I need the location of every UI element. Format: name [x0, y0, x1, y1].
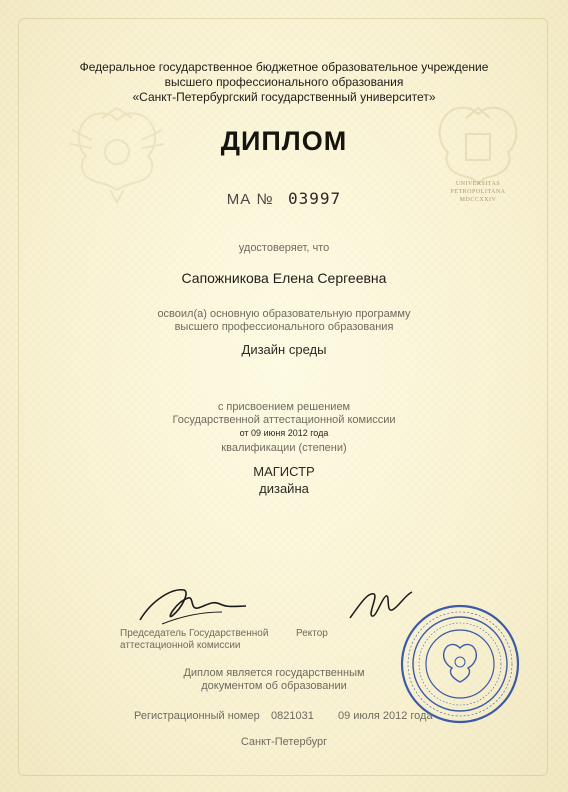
- award-date: от 09 июня 2012 года: [239, 428, 329, 438]
- registration-date: 09 июля 2012 года: [338, 710, 433, 722]
- city: Санкт-Петербург: [240, 736, 328, 748]
- seal-text-line3: MDCCXXIV: [459, 197, 497, 203]
- diploma-number: 03997: [288, 189, 342, 208]
- holder-name: Сапожникова Елена Сергеевна: [181, 270, 387, 286]
- diploma-series: МА №: [226, 191, 274, 208]
- legal-line1: Диплом является государственным: [183, 667, 365, 679]
- qualification: МАГИСТР: [253, 464, 315, 479]
- chair-label: [120, 628, 268, 652]
- award-text: [0, 401, 568, 427]
- official-stamp: [398, 602, 522, 726]
- registration-label: Регистрационный номер: [134, 710, 260, 722]
- certifies-text: удостоверяет, что: [238, 242, 330, 254]
- award-line1: с присвоением решением: [217, 401, 351, 413]
- seal-text-line1: UNIVERSITAS: [455, 181, 501, 187]
- diploma-number-row: [0, 189, 568, 209]
- award-line2: Государственной аттестационной комиссии: [172, 414, 396, 426]
- registration-number: 0821031: [271, 710, 314, 722]
- program-text: [0, 308, 568, 334]
- document-title: ДИПЛОМ: [220, 126, 348, 156]
- institution-line3: «Санкт-Петербургский государственный университет»: [132, 90, 436, 104]
- legal-note: [0, 667, 558, 693]
- qualification-field: дизайна: [259, 481, 309, 496]
- institution-header: [0, 60, 568, 105]
- institution-line1: Федеральное государственное бюджетное образовательное учреждение: [79, 60, 489, 74]
- legal-line2: документом об образовании: [201, 680, 347, 692]
- program-name: Дизайн среды: [241, 342, 327, 357]
- chair-line1: Председатель Государственной: [120, 628, 269, 639]
- chair-line2: аттестационной комиссии: [120, 640, 241, 651]
- institution-line2: высшего профессионального образования: [164, 75, 404, 89]
- program-line2: высшего профессионального образования: [174, 321, 394, 333]
- chair-signature: [132, 580, 252, 630]
- program-line1: освоил(а) основную образовательную программу: [157, 308, 411, 320]
- rector-label: Ректор: [296, 628, 328, 639]
- qualification-label: квалификации (степени): [221, 442, 347, 454]
- seal-text-line2: PETROPOLITANA: [450, 189, 506, 195]
